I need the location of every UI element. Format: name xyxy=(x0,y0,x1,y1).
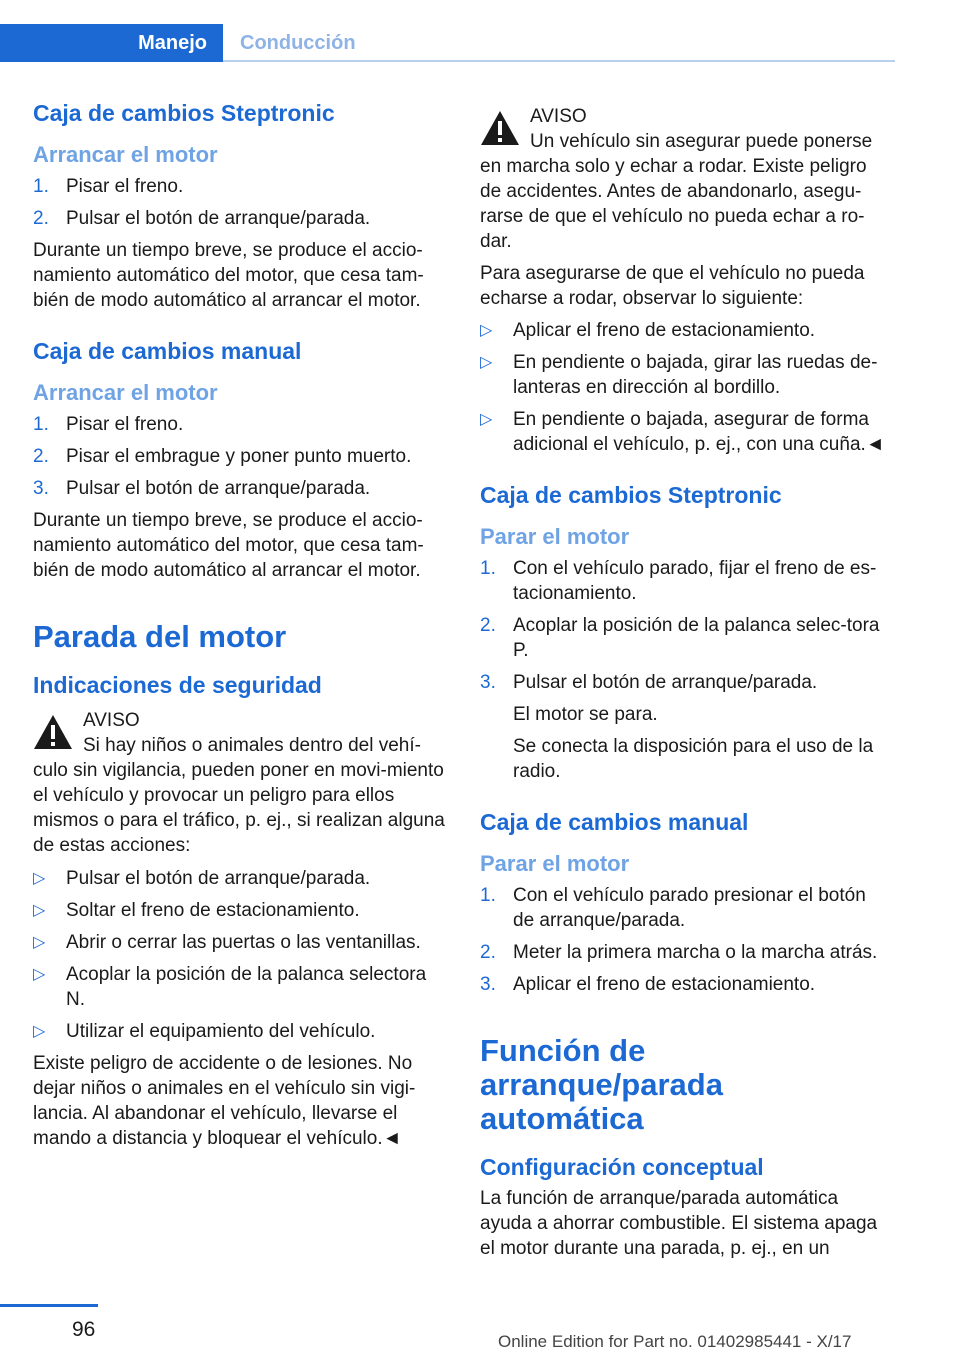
step-number: 3. xyxy=(33,477,49,499)
bullet-text: Utilizar el equipamiento del vehículo. xyxy=(66,1020,376,1042)
subsection-title: Parar el motor xyxy=(480,523,630,549)
step-text: Con el vehículo parado, fijar el freno de es-tacionamiento. xyxy=(513,557,877,604)
section-title: Indicaciones de seguridad xyxy=(33,672,322,699)
step-text: Pulsar el botón de arranque/parada. xyxy=(66,207,371,229)
bullet-triangle-icon: ▷ xyxy=(33,1022,46,1040)
step-text: Aplicar el freno de estacionamiento. xyxy=(513,973,816,995)
edition-footer: Online Edition for Part no. 01402985441 - X/17 xyxy=(498,1332,852,1351)
warning-block xyxy=(480,104,892,254)
bullet-text: Abrir o cerrar las puertas o las ventanillas. xyxy=(66,931,421,953)
list-item xyxy=(480,350,892,400)
step-list xyxy=(480,883,892,997)
list-item xyxy=(480,556,892,606)
bullet-list xyxy=(33,866,445,1044)
step-number: 1. xyxy=(480,884,496,906)
bullet-triangle-icon: ▷ xyxy=(480,322,493,339)
chapter-title: Función de arranque/parada automática xyxy=(480,1032,723,1137)
list-item xyxy=(480,940,892,965)
step-text: Pulsar el botón de arranque/parada. xyxy=(513,671,818,693)
list-item xyxy=(33,412,445,437)
step-list xyxy=(33,174,445,231)
bullet-triangle-icon: ▷ xyxy=(33,901,46,919)
bullet-triangle-icon: ▷ xyxy=(33,965,46,983)
warning-block xyxy=(33,708,445,858)
chapter-title: Parada del motor xyxy=(33,618,287,654)
bullet-triangle-icon: ▷ xyxy=(33,869,46,887)
step-number: 2. xyxy=(480,614,496,636)
header-bar xyxy=(0,0,960,64)
warning-label: AVISO xyxy=(83,709,140,731)
warning-text: en marcha solo y echar a rodar. Existe peligro de accidentes. Antes de abandonarlo, asegu-rarse de que el vehículo no pueda echar a ro-dar. xyxy=(480,156,867,252)
subsection-title: Arrancar el motor xyxy=(33,379,218,405)
bullet-text: En pendiente o bajada, asegurar de forma adicional el vehículo, p. ej., con una cuña.◄ xyxy=(513,409,885,455)
warning-triangle-icon xyxy=(480,110,520,146)
step-number: 3. xyxy=(480,973,496,995)
bullet-text: Aplicar el freno de estacionamiento. xyxy=(513,320,816,341)
tab-conduccion[interactable]: Conducción xyxy=(240,31,356,54)
list-item xyxy=(33,898,445,923)
step-number: 3. xyxy=(480,671,496,693)
step-number: 1. xyxy=(33,175,49,197)
header-rule xyxy=(223,60,895,62)
step-number: 1. xyxy=(480,557,496,579)
step-number: 2. xyxy=(33,445,49,467)
step-number: 2. xyxy=(33,207,49,229)
step-result: Se conecta la disposición para el uso de la radio. xyxy=(513,735,874,782)
paragraph: Para asegurarse de que el vehículo no pueda echarse a rodar, observar lo siguiente: xyxy=(480,263,865,309)
bullet-text: Acoplar la posición de la palanca selectora N. xyxy=(66,963,427,1010)
paragraph: Durante un tiempo breve, se produce el accio-namiento automático del motor, que cesa tam-bién de modo automático al arrancar el motor. xyxy=(33,509,424,581)
section-title: Caja de cambios Steptronic xyxy=(33,100,335,126)
section-title: Configuración conceptual xyxy=(480,1154,764,1181)
paragraph: Durante un tiempo breve, se produce el accio-namiento automático del motor, que cesa tam-bién de modo automático al arrancar el motor. xyxy=(33,239,424,311)
list-item xyxy=(33,444,445,469)
warning-text-first: Un vehículo sin asegurar puede ponerse xyxy=(530,131,873,152)
step-text: Pisar el freno. xyxy=(66,175,184,197)
bullet-text: Soltar el freno de estacionamiento. xyxy=(66,899,360,921)
bullet-triangle-icon: ▷ xyxy=(480,411,493,428)
bullet-list xyxy=(480,318,892,457)
bullet-triangle-icon: ▷ xyxy=(480,354,493,371)
warning-label: AVISO xyxy=(530,106,587,127)
list-item xyxy=(33,962,445,1012)
warning-triangle-icon xyxy=(33,714,73,750)
list-item xyxy=(33,476,445,501)
list-item xyxy=(480,972,892,997)
list-item xyxy=(480,407,892,457)
step-number: 1. xyxy=(33,413,49,435)
tab-manejo[interactable]: Manejo xyxy=(0,24,223,62)
list-item xyxy=(33,866,445,891)
step-text: Pisar el freno. xyxy=(66,413,184,435)
section-title: Caja de cambios manual xyxy=(480,808,749,835)
step-number: 2. xyxy=(480,941,496,963)
bullet-triangle-icon: ▷ xyxy=(33,933,46,951)
list-item xyxy=(33,1019,445,1044)
page-number: 96 xyxy=(72,1318,96,1341)
step-text: Pulsar el botón de arranque/parada. xyxy=(66,477,371,499)
bullet-text: Pulsar el botón de arranque/parada. xyxy=(66,867,371,889)
paragraph: La función de arranque/parada automática ayuda a ahorrar combustible. El sistema apaga el motor durante una parada, p. ej., en un xyxy=(480,1187,878,1259)
footer-rule xyxy=(0,1304,98,1307)
list-item xyxy=(33,930,445,955)
list-item xyxy=(480,883,892,933)
section-title: Caja de cambios Steptronic xyxy=(480,482,782,508)
list-item xyxy=(480,670,892,784)
left-column xyxy=(33,100,445,1158)
list-item xyxy=(480,613,892,663)
list-item xyxy=(33,174,445,199)
list-item xyxy=(480,318,892,343)
right-column xyxy=(480,104,892,1268)
step-list xyxy=(33,412,445,501)
subsection-title: Parar el motor xyxy=(480,850,630,876)
bullet-text: En pendiente o bajada, girar las ruedas de-lanteras en dirección al bordillo. xyxy=(513,352,878,398)
subsection-title: Arrancar el motor xyxy=(33,141,218,167)
section-title: Caja de cambios manual xyxy=(33,337,302,364)
warning-text: culo sin vigilancia, pueden poner en movi-miento el vehículo y provocar un peligro para ellos mismos o para el tráfico, p. ej., si realizan alguna de estas acciones: xyxy=(33,759,445,856)
warning-text-first: Si hay niños o animales dentro del vehí- xyxy=(83,734,421,756)
step-text: Con el vehículo parado presionar el botón de arranque/parada. xyxy=(513,884,866,931)
step-text: Meter la primera marcha o la marcha atrás. xyxy=(513,941,878,963)
paragraph: Existe peligro de accidente o de lesiones. No dejar niños o animales en el vehículo sin vigi-lancia. Al abandonar el vehículo, llevarse el mando a distancia y bloquear el vehículo.◄ xyxy=(33,1052,416,1149)
step-list xyxy=(480,556,892,784)
step-text: Acoplar la posición de la palanca selec-tora P. xyxy=(513,614,880,661)
step-text: Pisar el embrague y poner punto muerto. xyxy=(66,445,412,467)
list-item xyxy=(33,206,445,231)
step-result: El motor se para. xyxy=(513,703,658,725)
